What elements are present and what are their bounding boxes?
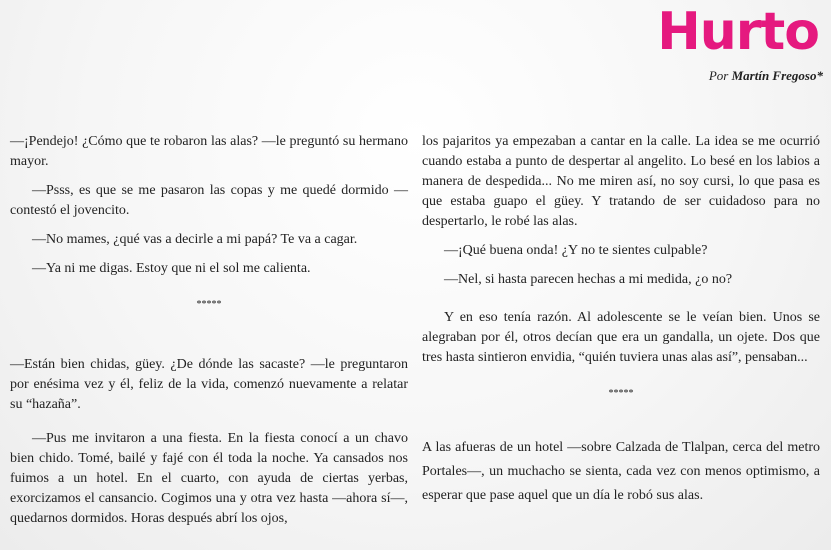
section-break: ***** <box>196 299 222 310</box>
paragraph: A las afueras de un hotel —sobre Calzada de Tlalpan, cerca del metro Portales—, un muchacho se sienta, cada vez con menos optimismo, a esperar que pase aquel que un día le robó sus alas. <box>422 440 820 503</box>
paragraph: —No mames, ¿qué vas a decirle a mi papá? Te va a cagar. <box>32 232 358 247</box>
paragraph: Y en eso tenía razón. Al adolescente se le veían bien. Unos se alegraban por él, otros decían que era un gandalla, un ojete. Dos que tres hasta sintieron envidia, “quién tuviera unas alas así”, pensaban... <box>422 310 820 365</box>
byline <box>709 68 823 84</box>
right-column <box>422 132 820 508</box>
paragraph: —Nel, si hasta parecen hechas a mi medida, ¿o no? <box>444 272 733 287</box>
paragraph: los pajaritos ya empezaban a cantar en la calle. La idea se me ocurrió cuando estaba a punto de despertar al angelito. Lo besé en los labios a manera de despedida... No me miren así, no soy cursi, lo que pasa es que estaba guapo el güey. Y tratando de ser cuidadoso para no despertarlo, le robé las alas. <box>422 134 820 229</box>
paragraph: —Están bien chidas, güey. ¿De dónde las sacaste? —le preguntaron por enésima vez y él, feliz de la vida, comenzó nuevamente a relatar su “hazaña”. <box>10 357 408 412</box>
paragraph: —Ya ni me digas. Estoy que ni el sol me calienta. <box>32 261 311 276</box>
story-title: Hurto <box>657 2 819 62</box>
author-name: Martín Fregoso* <box>731 68 823 83</box>
paragraph: —Psss, es que se me pasaron las copas y me quedé dormido —contestó el jovencito. <box>10 183 408 218</box>
paragraph: —¡Qué buena onda! ¿Y no te sientes culpable? <box>444 243 708 258</box>
section-break: ***** <box>608 388 634 399</box>
paragraph: —Pus me invitaron a una fiesta. En la fiesta conocí a un chavo bien chido. Tomé, bailé y fajé con él toda la noche. Ya cansados nos fuimos a un hotel. En el cuarto, con ayuda de ciertas yerbas, exorcizamos el cansancio. Cogimos una y otra vez hasta —ahora sí—, quedarnos dormidos. Horas después abrí los ojos, <box>10 431 408 526</box>
byline-prefix: Por <box>708 68 732 83</box>
paragraph: —¡Pendejo! ¿Cómo que te robaron las alas? —le preguntó su hermano mayor. <box>10 134 408 169</box>
left-column <box>10 132 408 529</box>
